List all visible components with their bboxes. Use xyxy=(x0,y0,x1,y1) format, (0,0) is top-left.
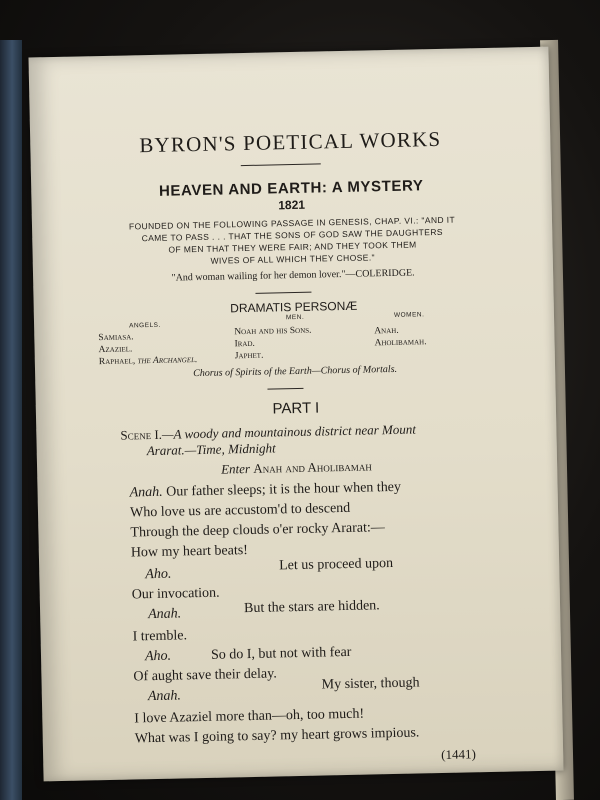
verse-line-4: How my heart beats! xyxy=(130,543,249,561)
speaker-aho: Aho. xyxy=(145,566,172,583)
chorus-line: Chorus of Spirits of the Earth—Chorus of Mortals. xyxy=(193,363,398,380)
cast-japhet: Japhet. xyxy=(234,350,264,362)
verse-line-7: But the stars are hidden. xyxy=(243,598,380,617)
speaker-anah: Anah. xyxy=(147,688,182,705)
cast-samiasa: Samiasa. xyxy=(98,332,134,344)
men-heading: MEN. xyxy=(285,313,305,322)
cast-noah: Noah and his Sons. xyxy=(234,325,312,338)
section-divider xyxy=(255,292,311,294)
enter-word: Enter xyxy=(220,460,251,477)
epigraph-line-4: WIVES OF ALL WHICH THEY CHOSE." xyxy=(210,252,376,266)
verse-line-8: I tremble. xyxy=(132,628,188,645)
verse-line-13: What was I going to say? my heart grows impious. xyxy=(134,725,420,747)
page-number: (1441) xyxy=(441,746,476,763)
cast-raphael xyxy=(99,355,198,367)
cast-raphael-name: Raphael, xyxy=(98,356,136,368)
verse-line-1 xyxy=(129,480,401,502)
verse-line-2: Who love us are accustom'd to descend xyxy=(129,500,351,521)
work-title: HEAVEN AND EARTH: A MYSTERY xyxy=(158,177,424,200)
stage-direction xyxy=(221,458,372,477)
verse-line-10: Of aught save their delay. xyxy=(133,666,277,685)
women-heading: WOMEN. xyxy=(393,311,425,319)
cast-raphael-title: the Archangel. xyxy=(137,355,198,367)
work-year: 1821 xyxy=(278,197,306,213)
scene-label: Scene I. xyxy=(120,426,163,443)
epigraph-line-3: OF MEN THAT THEY WERE FAIR; AND THEY TOOK THEM xyxy=(168,239,417,255)
epigraph-line-2: CAME TO PASS . . . THAT THE SONS OF GOD SAW THE DAUGHTERS xyxy=(141,226,443,244)
verse-line-9: So do I, but not with fear xyxy=(210,644,352,663)
book-cover-edge xyxy=(0,40,22,800)
speaker-aho: Aho. xyxy=(144,648,172,665)
dramatis-title: DRAMATIS PERSONÆ xyxy=(230,298,358,316)
cast-irad: Irad. xyxy=(234,338,255,350)
enter-names: Anah and Aholibamah xyxy=(253,458,372,476)
title-divider xyxy=(241,163,321,166)
speaker-anah: Anah. xyxy=(148,606,182,623)
running-title: BYRON'S POETICAL WORKS xyxy=(139,126,442,158)
verse-line-5: Let us proceed upon xyxy=(279,556,394,574)
cast-azaziel: Azaziel. xyxy=(98,344,133,356)
part-divider xyxy=(267,388,303,390)
book-page xyxy=(28,47,563,782)
epigraph-line-1: FOUNDED ON THE FOLLOWING PASSAGE IN GENESIS, CHAP. VI.: "AND IT xyxy=(128,214,456,232)
verse-text: Our father sleeps; it is the hour when they xyxy=(166,479,402,500)
verse-line-3: Through the deep clouds o'er rocky Ararat:— xyxy=(130,520,386,541)
verse-line-6: Our invocation. xyxy=(131,585,220,603)
part-heading: PART I xyxy=(272,399,320,418)
scene-desc-line-2 xyxy=(147,440,276,459)
verse-line-12: I love Azaziel more than—oh, too much! xyxy=(134,706,365,727)
coleridge-quote: "And woman wailing for her demon lover."—COLERIDGE. xyxy=(171,267,415,284)
cast-anah: Anah. xyxy=(374,325,399,337)
angels-heading: ANGELS. xyxy=(129,321,161,330)
scene-desc-1: —A woody and mountainous district near Mount xyxy=(161,421,417,442)
verse-line-11: My sister, though xyxy=(321,675,420,693)
speaker-anah: Anah. xyxy=(129,484,163,501)
cast-aholibamah: Aholibamah. xyxy=(374,337,427,349)
scene-desc-2: Ararat.—Time, Midnight xyxy=(146,440,276,459)
